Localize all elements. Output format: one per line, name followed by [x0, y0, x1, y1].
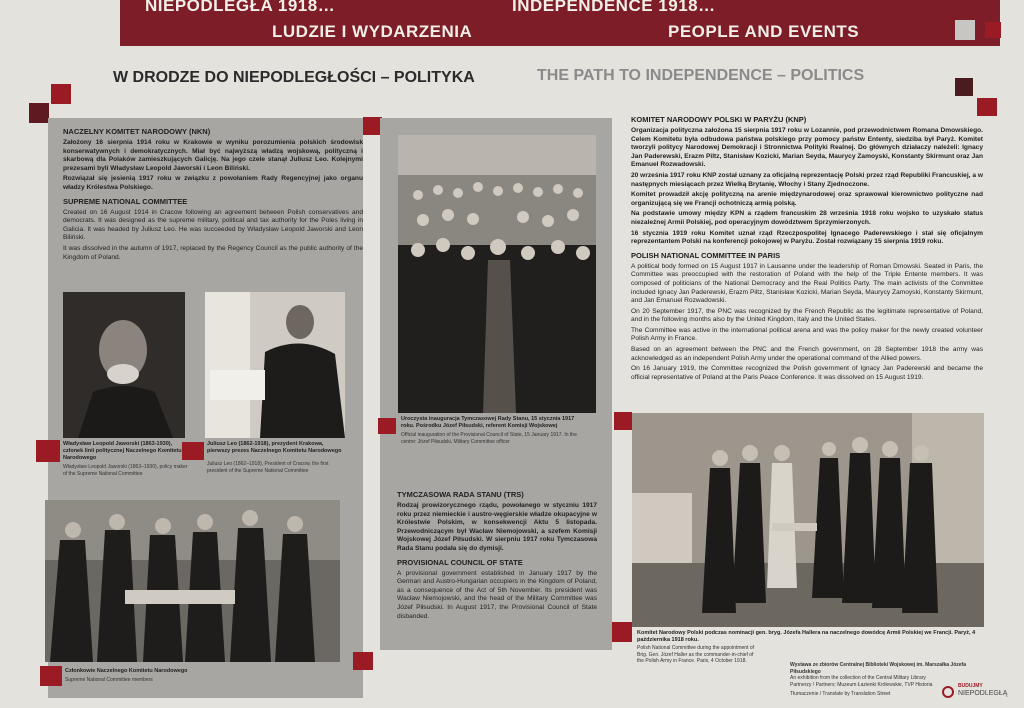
decor-square	[353, 652, 373, 670]
decor-square	[36, 440, 60, 462]
section-heading-en: THE PATH TO INDEPENDENCE – POLITICS	[537, 67, 865, 84]
banner-title-en: INDEPENDENCE 1918…	[512, 0, 716, 15]
caption-haller-en: Polish National Committee during the appointment of Brig. Gen. Józef Haller as the commander-in-chief of the Polish Army in France. Paris, 4 October 1918.	[637, 645, 755, 664]
trs-section	[397, 490, 597, 623]
knp-text-en-2: On 20 September 1917, the PNC was recognized by the French Republic as the legitimate representative of Poland, and in the following months also by the United Kingdom, Italy and the United States.	[631, 307, 983, 324]
decor-square	[51, 84, 71, 104]
decor-square	[955, 20, 975, 40]
banner-subtitle-en: PEOPLE AND EVENTS	[668, 22, 860, 41]
decor-square	[612, 622, 632, 642]
caption-leo-en: Juliusz Leo (1862–1918), President of Cracow, the first president of the Supreme National Committee	[207, 461, 329, 474]
knp-text-pl-2: 20 września 1917 roku KNP został uznany za oficjalną reprezentację Polski przez rząd Republiki Francuskiej, a w następnych miesiącach przez Wielką Brytanię, Włochy i Stany Zjednoczone.	[631, 171, 983, 188]
footer-line-1: Wystawa ze zbiorów Centralnej Biblioteki Wojskowej im. Marszałka Józefa Piłsudskiego	[790, 662, 966, 675]
caption-haller-pl: Komitet Narodowy Polski podczas nominacji gen. bryg. Józefa Hallera na naczelnego dowódcę Armii Polskiej we Francji. Paryż, 4 października 1918 roku.	[637, 630, 976, 643]
knp-section	[631, 115, 983, 384]
decor-square	[40, 666, 62, 686]
caption-leo-pl: Juliusz Leo (1862-1918), prezydent Krakowa, pierwszy prezes Naczelnego Komitetu Narodowego	[207, 441, 342, 454]
photo-council-inauguration	[398, 135, 596, 413]
logo-text-top: BUDUJMY	[958, 683, 983, 689]
logo-text-bottom: NIEPODLEGŁĄ	[958, 690, 1008, 697]
trs-title-pl: TYMCZASOWA RADA STANU (TRS)	[397, 490, 524, 499]
nkn-text-en-1: Created on 16 August 1914 in Cracow following an agreement between Polish conservatives and democrats. It was designed as the supreme military, political and tax authority for the Poles living in Galicia. It was headed by Juliusz Leo. He was succeeded by Władysław Leopold Jaworski and Leon Biliński.	[63, 208, 363, 242]
footer-line-2: An exhibition from the collection of the Central Military Library	[790, 675, 926, 681]
knp-text-pl-5: 16 stycznia 1919 roku Komitet uznał rząd Rzeczpospolitej Ignacego Paderewskiego i stał się oficjalnym reprezentantem Polski na konferencji pokojowej w Paryżu. Został rozwiązany 15 sierpnia 1919 roku.	[631, 229, 983, 246]
nkn-text-pl-1: Założony 16 sierpnia 1914 roku w Krakowie w wyniku porozumienia polskich środowisk konserwatywnych i demokratycznych. Miał być najwyższą władzą wojskową, polityczną i skarbową dla Polaków zamieszkujących Galicję. Na jego czele stanął Juliusz Leo. Kolejnymi prezesami byli Władysław Leopold Jaworski i Leon Biliński.	[63, 139, 363, 172]
nkn-text-pl-2: Rozwiązał się jesienią 1917 roku w związku z powołaniem Rady Regencyjnej jako organu władzy Królestwa Polskiego.	[63, 175, 363, 191]
knp-text-en-5: On 16 January 1919, the Committee recognized the Polish government of Ignacy Jan Paderewski and became the official representative of Poland at the Paris Peace Conference. It was dissolved on 15 August 1919.	[631, 365, 983, 381]
trs-text-en: A provisional government established in January 1917 by the German and Austro-Hungarian occupiers in the Kingdom of Poland, as a consequence of the Act of 5th November. Its president was Wacław Niemojowski, and the head of the Military Committee was Józef Piłsudski. In August 1917, the Provisional Council of State disbanded.	[397, 569, 597, 620]
knp-text-en-4: Based on an agreement between the PNC and the French government, on 28 September 1918 the army was acknowledged as an independent Polish Army under the operational command of the Allied powers.	[631, 346, 983, 362]
banner-subtitle-pl: LUDZIE I WYDARZENIA	[272, 22, 473, 41]
knp-title-pl: KOMITET NARODOWY POLSKI W PARYŻU (KNP)	[631, 115, 807, 124]
caption-council-pl: Uroczysta inauguracja Tymczasowej Rady Stanu, 15 stycznia 1917 roku. Pośrodku Józef Piłsudski, referent Komisji Wojskowej	[401, 416, 575, 429]
decor-square	[378, 418, 396, 434]
knp-title-en: POLISH NATIONAL COMMITTEE IN PARIS	[631, 250, 781, 260]
decor-square	[977, 98, 997, 116]
caption-jaworski-pl: Władysław Leopold Jaworski (1863-1930), członek linii politycznej Naczelnego Komitetu Narodowego	[63, 441, 182, 461]
photo-haller-nomination	[632, 413, 984, 627]
nkn-title-pl: NACZELNY KOMITET NARODOWY (NKN)	[63, 127, 211, 136]
budujmy-niepodlegla-logo	[942, 683, 1012, 703]
knp-text-pl-3: Komitet prowadził akcję polityczną na arenie międzynarodowej oraz sprawował kierownictwo polityczne nad organizującą się we Francji ochotniczą armią polską.	[631, 191, 983, 207]
nkn-title-en: SUPREME NATIONAL COMMITTEE	[63, 196, 188, 206]
banner-title-pl: NIEPODLEGŁA 1918…	[145, 0, 336, 15]
footer-line-3: Partnerzy / Partners: Muzeum Łazienki Królewskie, TVP Historia	[790, 681, 933, 688]
photo-nkn-members	[45, 500, 340, 662]
decor-square	[955, 78, 973, 96]
nkn-text-en-2: It was dissolved in the autumn of 1917, replaced by the Regency Council as the public authority of the Kingdom of Poland.	[63, 244, 363, 261]
title-banner	[120, 0, 1000, 46]
photo-jaworski	[63, 292, 185, 438]
caption-members-pl: Członkowie Naczelnego Komitetu Narodowego	[65, 668, 188, 674]
decor-square	[29, 103, 49, 123]
trs-title-en: PROVISIONAL COUNCIL OF STATE	[397, 557, 523, 567]
caption-jaworski-en: Władysław Leopold Jaworski (1863–1930), policy maker of the Supreme National Committee	[63, 464, 188, 477]
decor-square	[985, 22, 1001, 38]
section-heading-pl: W DRODZE DO NIEPODLEGŁOŚCI – POLITYKA	[113, 69, 475, 86]
trs-text-pl: Rodzaj prowizorycznego rządu, powołanego w styczniu 1917 roku przez niemieckie i austro-węgierskie władze okupacyjne w Królestwie Polskim, w konsekwencji Aktu 5 listopada. Przewodniczącym był Wacław Niemojowski, a szefem Komisji Wojskowej Józef Piłsudski. W sierpniu 1917 roku Tymczasowa Rada Stanu podała się do dymisji.	[397, 502, 597, 552]
knp-text-en-1: A political body formed on 15 August 1917 in Lausanne under the leadership of Roman Dmowski. Seated in Paris, the Committee was preoccupied with the restoration of Poland with the help of the Triple Entente members. It was composed of politicians of the National Democracy and the Real Politics Party. The main activists of the Committee included Ignacy Jan Paderewski, Erazm Piltz, Stanisław Kozicki, Marian Seyda, Maurycy Zamoyski, Konstanty Skirmunt, and Jan Emanuel Rozwadowski.	[631, 262, 983, 305]
nkn-section	[63, 127, 363, 264]
knp-text-pl-4: Na podstawie umowy między KPN a rządem francuskim 28 września 1918 roku wojsko to uzyskało status niezależnej Armii Polskiej, pod operacyjnym dowództwem Sprzymierzonych.	[631, 210, 983, 226]
knp-text-pl-1: Organizacja polityczna założona 15 sierpnia 1917 roku w Lozannie, pod przewodnictwem Romana Dmowskiego. Celem Komitetu była odbudowa państwa polskiego przy pomocy państw Ententy, siedziba był Paryż. Komitet tworzyli politycy Narodowej Demokracji i Stronnictwa Polityki Realnej. Do głównych działaczy należeli: Ignacy Jan Paderewski, Erazm Piltz, Stanisław Kozicki, Marian Seyda, Maurycy Zamoyski, Konstanty Skirmunt oraz Jan Emanuel Rozwadowski.	[631, 127, 983, 169]
footer-line-4: Tłumaczenie / Translate by Translation Street	[790, 691, 891, 697]
logo-icon	[942, 686, 954, 698]
decor-square	[182, 442, 204, 460]
caption-council-en: Official inauguration of the Provisional Council of State, 15 January 1917. In the centre: Józef Piłsudski, Military Committee officer	[401, 432, 577, 445]
photo-leo	[205, 292, 345, 438]
decor-square	[614, 412, 632, 430]
caption-members-en: Supreme National Committee members	[65, 677, 153, 683]
knp-text-en-3: The Committee was active in the international political arena and was the policy maker for the newly created volunteer Polish Army in France.	[631, 326, 983, 343]
